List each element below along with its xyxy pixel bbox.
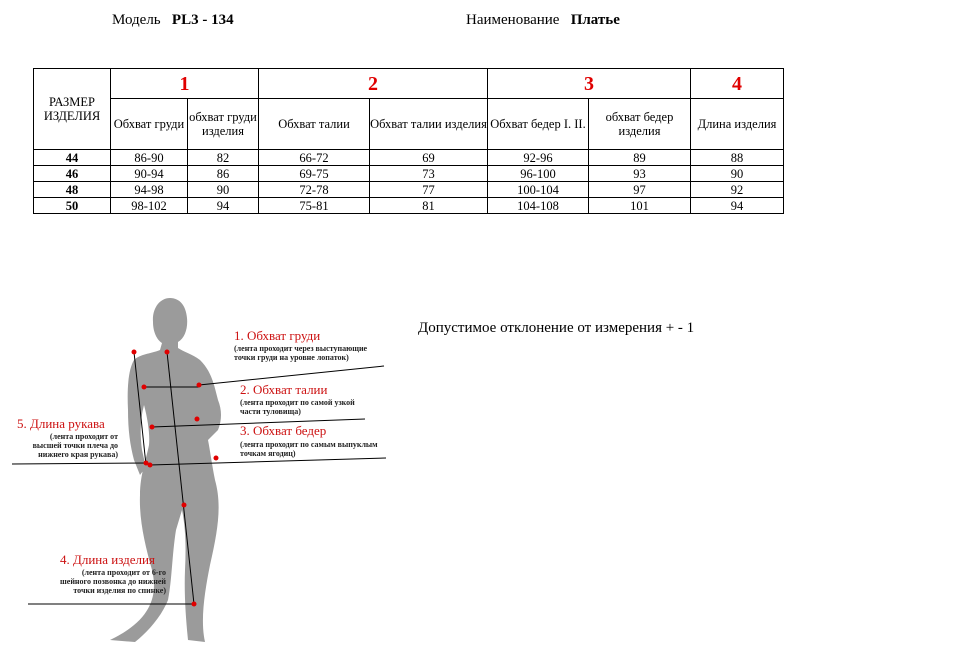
svg-text:точки изделия по спинке): точки изделия по спинке) (73, 586, 166, 595)
col-header-garment-waist: Обхват талии изделия (370, 99, 488, 150)
label-bust (234, 328, 368, 362)
table-cell: 75-81 (259, 198, 370, 214)
size-column-header: РАЗМЕР ИЗДЕЛИЯ (34, 69, 111, 150)
svg-text:(лента проходит по самым выпук: (лента проходит по самым выпуклым (240, 440, 378, 449)
svg-text:(лента проходит от 6-го: (лента проходит от 6-го (81, 568, 166, 577)
table-cell: 88 (691, 150, 784, 166)
group-header-4: 4 (691, 69, 784, 99)
col-header-bust: Обхват груди (111, 99, 188, 150)
label-waist (240, 382, 355, 416)
svg-text:(лента проходит по самой узкой: (лента проходит по самой узкой (240, 398, 355, 407)
table-cell: 77 (370, 182, 488, 198)
col-header-length: Длина изделия (691, 99, 784, 150)
table-cell: 69 (370, 150, 488, 166)
table-cell: 73 (370, 166, 488, 182)
table-cell: 104-108 (488, 198, 589, 214)
table-cell: 66-72 (259, 150, 370, 166)
svg-text:(лента проходит от: (лента проходит от (49, 432, 118, 441)
name-value: Платье (570, 12, 620, 28)
table-cell: 82 (188, 150, 259, 166)
svg-text:(лента проходит через выступаю: (лента проходит через выступающие (234, 344, 368, 353)
table-row (34, 198, 784, 214)
table-cell: 72-78 (259, 182, 370, 198)
group-header-3: 3 (488, 69, 691, 99)
svg-text:шейного позвонка до нижней: шейного позвонка до нижней (60, 577, 166, 586)
table-row (34, 182, 784, 198)
svg-text:части туловища): части туловища) (240, 407, 301, 416)
col-header-hips: Обхват бедер I. II. (488, 99, 589, 150)
col-header-garment-bust: обхват груди изделия (188, 99, 259, 150)
table-cell: 86-90 (111, 150, 188, 166)
table-cell: 90-94 (111, 166, 188, 182)
size-cell: 50 (34, 198, 111, 214)
table-cell: 94 (188, 198, 259, 214)
table-row (34, 150, 784, 166)
svg-text:5. Длина рукава: 5. Длина рукава (17, 416, 105, 431)
svg-text:1. Обхват груди: 1. Обхват груди (234, 328, 321, 343)
model-value: PL3 - 134 (171, 12, 234, 28)
table-row (34, 166, 784, 182)
size-cell: 44 (34, 150, 111, 166)
table-cell: 93 (589, 166, 691, 182)
table-cell: 96-100 (488, 166, 589, 182)
table-cell: 86 (188, 166, 259, 182)
table-cell: 90 (188, 182, 259, 198)
table-cell: 81 (370, 198, 488, 214)
size-table (33, 68, 784, 214)
label-garment-length (60, 552, 166, 595)
model-label: Модель (112, 12, 161, 28)
table-cell: 98-102 (111, 198, 188, 214)
svg-text:3. Обхват бедер: 3. Обхват бедер (240, 423, 327, 438)
table-cell: 100-104 (488, 182, 589, 198)
label-hips (240, 423, 378, 458)
tolerance-note: Допустимое отклонение от измерения + - 1 (418, 320, 695, 336)
name-label: Наименование (466, 12, 560, 28)
name-header (466, 12, 620, 29)
size-cell: 48 (34, 182, 111, 198)
svg-text:точки груди на уровне лопаток): точки груди на уровне лопаток) (234, 353, 349, 362)
col-header-waist: Обхват талии (259, 99, 370, 150)
table-cell: 92-96 (488, 150, 589, 166)
model-header (112, 12, 234, 29)
svg-text:высшей точки плеча до: высшей точки плеча до (32, 441, 118, 450)
table-cell: 90 (691, 166, 784, 182)
measurement-figure (0, 280, 420, 649)
table-cell: 94 (691, 198, 784, 214)
svg-text:нижнего края рукава): нижнего края рукава) (38, 450, 118, 459)
table-cell: 92 (691, 182, 784, 198)
svg-text:4. Длина изделия: 4. Длина изделия (60, 552, 155, 567)
table-cell: 94-98 (111, 182, 188, 198)
table-cell: 97 (589, 182, 691, 198)
group-header-1: 1 (111, 69, 259, 99)
col-header-garment-hips: обхват бедер изделия (589, 99, 691, 150)
size-cell: 46 (34, 166, 111, 182)
label-sleeve-length (17, 416, 118, 459)
svg-text:2. Обхват талии: 2. Обхват талии (240, 382, 328, 397)
table-cell: 101 (589, 198, 691, 214)
svg-text:точкам ягодиц): точкам ягодиц) (240, 449, 296, 458)
group-header-2: 2 (259, 69, 488, 99)
table-cell: 89 (589, 150, 691, 166)
table-cell: 69-75 (259, 166, 370, 182)
